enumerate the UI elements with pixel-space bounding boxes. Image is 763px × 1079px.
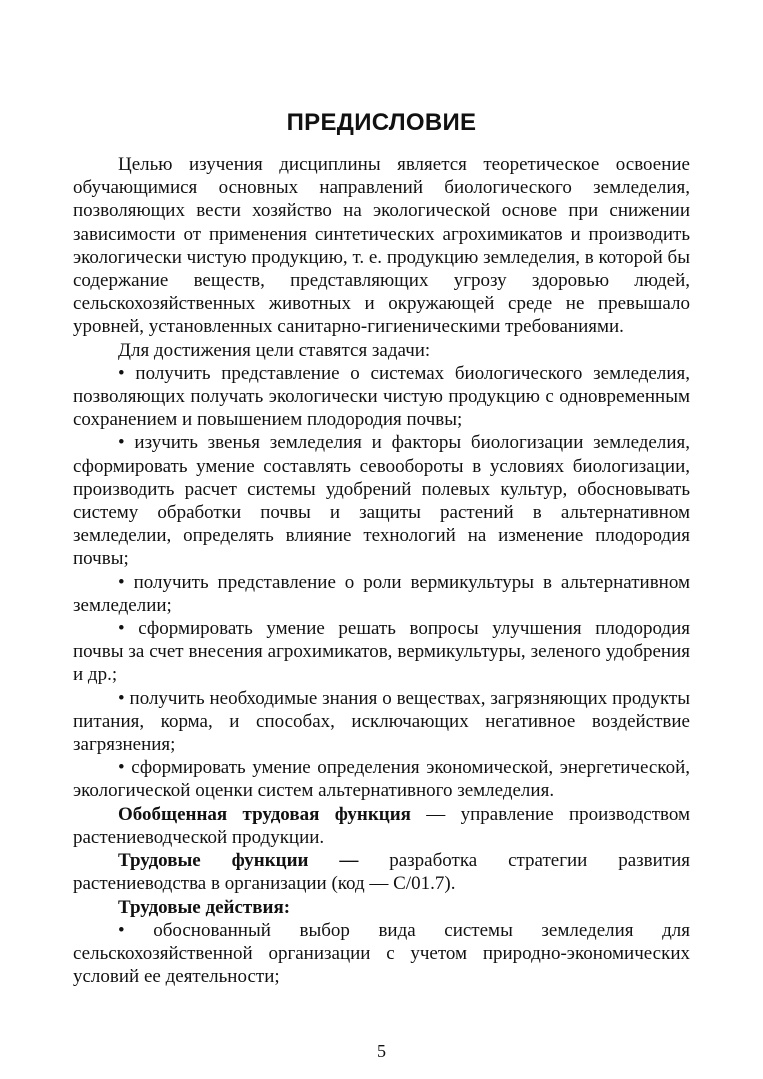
task-item: • получить представление о системах биологического земледелия, позволяющих получать экологически чистую продукцию с одновременным сохранением и повышением плодородия почвы; bbox=[73, 362, 690, 432]
task-item: • сформировать умение решать вопросы улучшения плодородия почвы за счет внесения агрохимикатов, вермикультуры, зеленого удобрения и др.; bbox=[73, 617, 690, 687]
generalized-function-text: — управление производством растениеводческой продукции. bbox=[73, 803, 691, 848]
page-number: 5 bbox=[377, 1041, 386, 1061]
labor-actions-heading: Трудовые действия: bbox=[118, 896, 291, 918]
generalized-function-paragraph bbox=[73, 803, 690, 849]
task-item: • изучить звенья земледелия и факторы биологизации земледелия, сформировать умение составлять севообороты в условиях биологизации, производить расчет системы удобрений полевых культур, обосновывать систему обработки почвы и защиты растений в альтернативном земледелии, определять влияние технологий на изменение плодородия почвы; bbox=[73, 431, 690, 570]
labor-action-item: • обоснованный выбор вида системы земледелия для сельскохозяйственной организации с учетом природно-экономических условий ее деятельности; bbox=[73, 919, 690, 989]
intro-paragraph: Целью изучения дисциплины является теоретическое освоение обучающимися основных направлений биологического земледелия, позволяющих вести хозяйство на экологической основе при снижении зависимости от применения синтетических агрохимикатов и производить экологически чистую продукцию, т. е. продукцию земледелия, в которой бы содержание веществ, представляющих угрозу здоровью людей, сельскохозяйственных животных и окружающей среде не превышало уровней, установленных санитарно-гигиеническими требованиями. bbox=[73, 154, 690, 338]
labor-functions-paragraph bbox=[73, 849, 690, 895]
page-title: ПРЕДИСЛОВИЕ bbox=[286, 109, 477, 136]
document-page bbox=[73, 0, 690, 1079]
tasks-intro: Для достижения цели ставятся задачи: bbox=[118, 339, 431, 361]
labor-functions-text: разработка стратегии развития растениеводства в организации (код — С/01.7). bbox=[73, 850, 690, 895]
task-item: • сформировать умение определения экономической, энергетической, экологической оценки систем альтернативного земледелия. bbox=[73, 756, 690, 802]
task-item: • получить представление о роли вермикультуры в альтернативном земледелии; bbox=[73, 571, 690, 617]
generalized-function-label: Обобщенная трудовая функция bbox=[118, 803, 411, 825]
task-item: • получить необходимые знания о веществах, загрязняющих продукты питания, корма, и способах, исключающих негативное воздействие загрязнения; bbox=[73, 687, 690, 757]
document-body bbox=[73, 153, 690, 988]
labor-functions-label: Трудовые функции — bbox=[118, 850, 359, 872]
